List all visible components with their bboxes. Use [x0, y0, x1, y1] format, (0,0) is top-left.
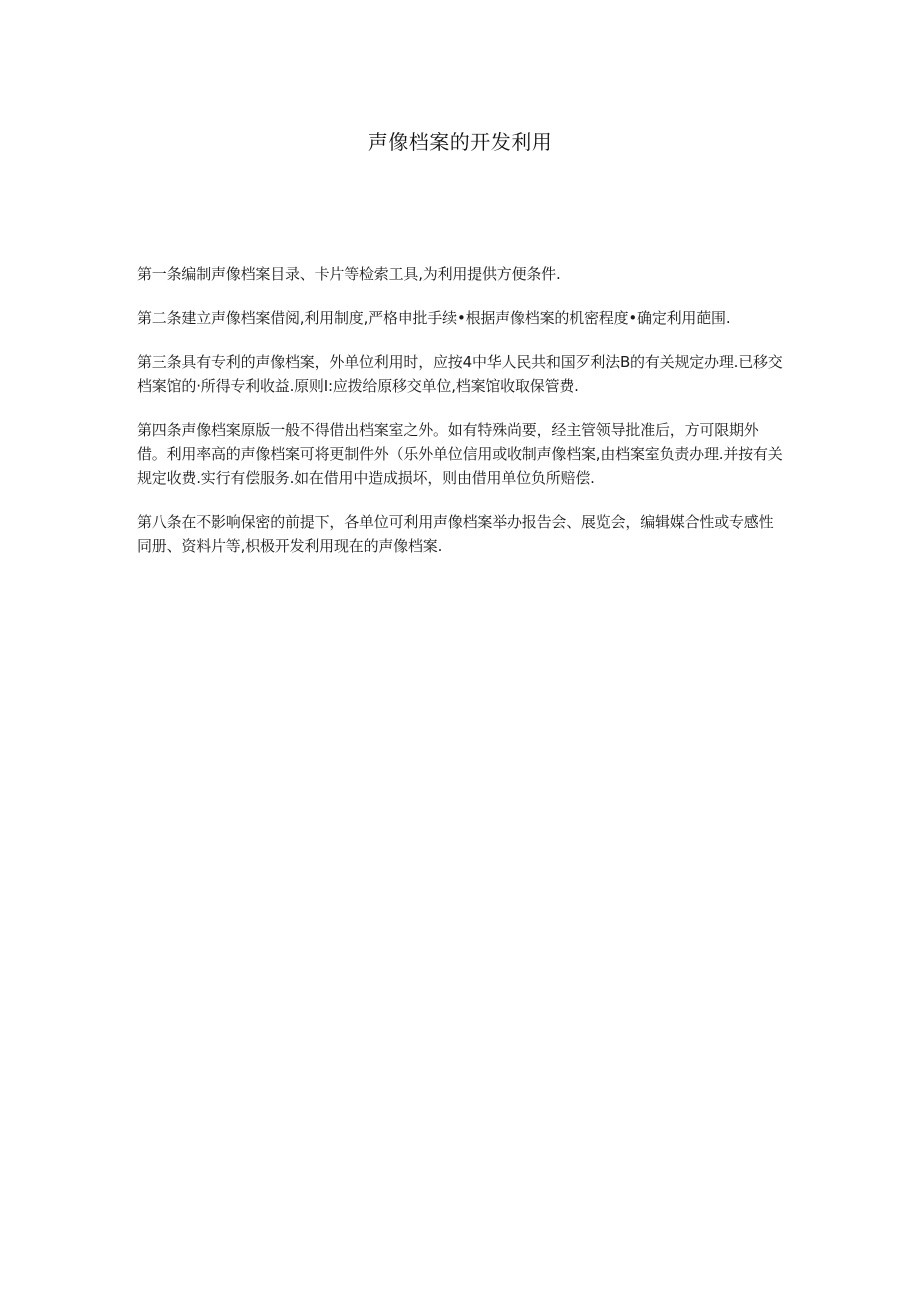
- article-5: 第八条在不影响保密的前提下，各单位可利用声像档案举办报告会、展览会，编辑媒合性或专感性同册、资料片等,枳极开发利用现在的声像档案.: [137, 513, 774, 555]
- article-3: 第三条具有专利的声像档案，外单位利用时，应按4中华人民共和国歹利法B的有关规定办理.已移交档案馆的·所得专利收益.原则I:应拨给原移交单位,档案馆收取保管费.: [137, 353, 783, 395]
- article-2: 第二条建立声像档案借阅,利用制度,严格申批手续•根据声像档案的机密程度•确定利用葩围.: [137, 309, 731, 327]
- document-title: 声像档案的开发利用: [367, 130, 553, 154]
- article-1: 第一条编制声像档案目录、卡片等检索工具,为利用提供方便条件.: [137, 265, 561, 283]
- article-4: 第四条声像档案原版一般不得借出档案室之外。如有特殊尚要，经主管领导批准后，方可限期外借。利用率高的声像档案可将更制件外（乐外单位信用或收制声像档案,由档案室负责办理.并按有关规定收费.实行有偿服务.如在借用中造成损坏，则由借用单位负所赔偿.: [137, 421, 783, 487]
- document-body: [137, 262, 787, 578]
